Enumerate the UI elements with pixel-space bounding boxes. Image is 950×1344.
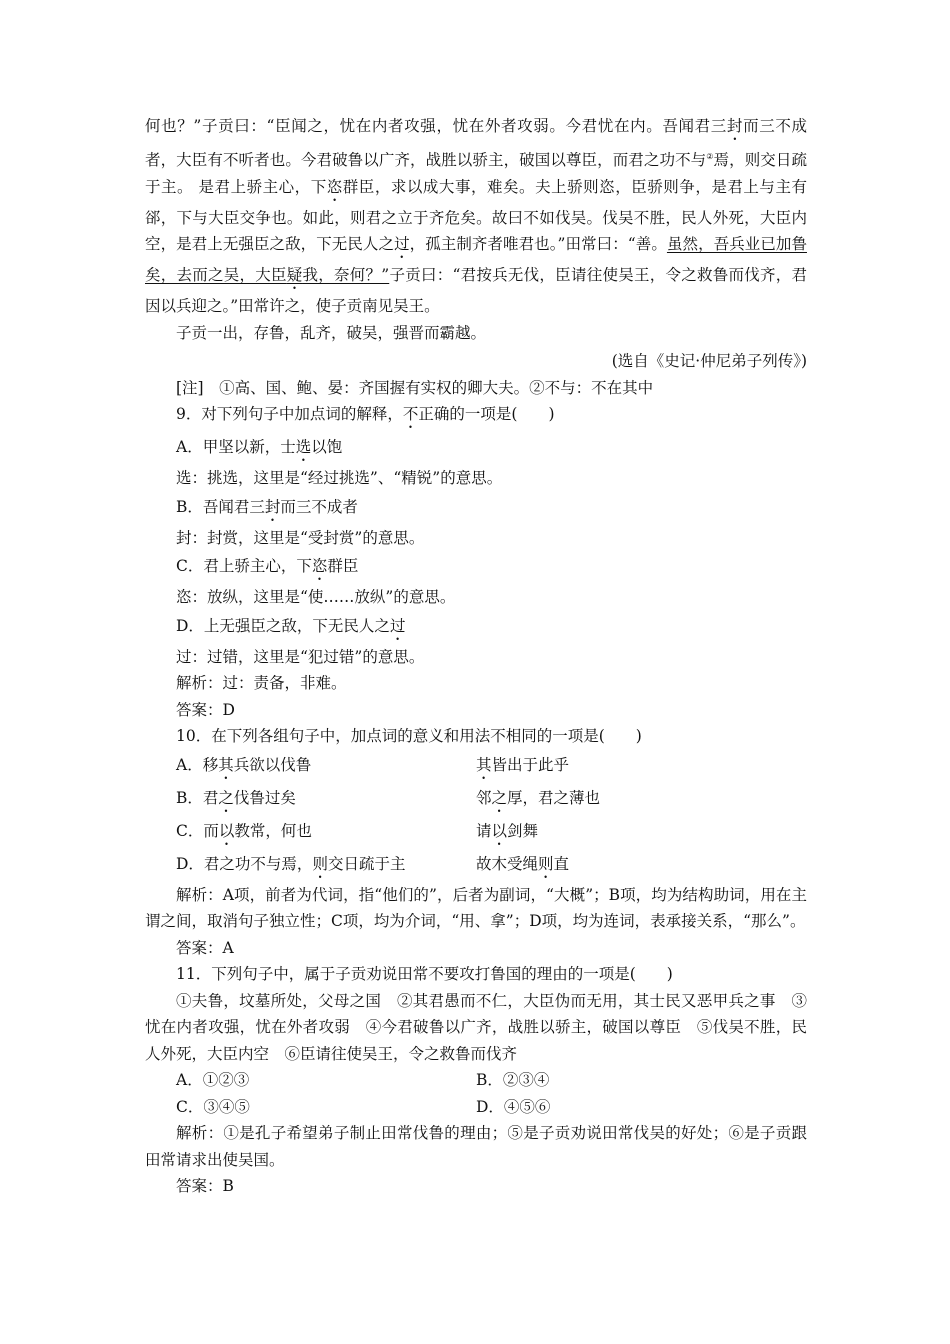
q11-option-c: C．③④⑤ [176, 1097, 250, 1116]
q11-options-ab [145, 1067, 807, 1094]
q10-option-b: B．君之伐鲁过矣 邻之厚，君之薄也 [176, 788, 601, 807]
q11-options-cd [145, 1094, 807, 1121]
q9-option-c: C．君上骄主心，下恣群臣 [176, 557, 359, 575]
q10-option-d: D．君之功不与焉，则交日疏于主 故木受绳则直 [176, 854, 570, 873]
q11-analysis: 解析：①是孔子希望弟子制止田常伐鲁的理由；⑤是子贡劝说田常伐吴的好处；⑥是子贡跟田常请求出使吴国。 [145, 1124, 807, 1169]
q9-option-b-explain: 封：封赏，这里是“受封赏”的意思。 [176, 528, 425, 547]
q9-answer: 答案：D [176, 700, 235, 719]
q11-answer: 答案：B [176, 1177, 234, 1195]
dotted-char: 封 [726, 117, 744, 135]
q9-option-c-explain: 恣：放纵，这里是“使……放纵”的意思。 [176, 588, 456, 606]
q11-items: ①夫鲁，坟墓所处，父母之国 ②其君愚而不仁，大臣伪而无用，其士民又恶甲兵之事 ③忧在内者攻强，忧在外者攻弱 ④今君破鲁以广齐，战胜以骄主，破国以尊臣 ⑤伐吴不胜，民人外死，大臣内空 ⑥臣请往使吴王，令之救鲁而伐齐 [145, 991, 807, 1063]
document-page [145, 113, 807, 1200]
q9-option-d-explain: 过：过错，这里是“犯过错”的意思。 [176, 647, 425, 666]
q10-analysis: 解析：A项，前者为代词，指“他们的”，后者为副词，“大概”；B项，均为结构助词，用在主谓之间，取消句子独立性；C项，均为介词，“用、拿”；D项，均为连词，表承接关系，“那么”。 [145, 885, 807, 930]
passage-source: (选自《史记·仲尼弟子列传》) [611, 352, 807, 370]
dotted-char: 恣 [326, 177, 343, 196]
passage-paragraph-2: 子贡一出，存鲁，乱齐，破吴，强晋而霸越。 [176, 323, 487, 342]
footnote-mark: ② [706, 152, 714, 161]
q9-option-d: D．上无强臣之敌，下无民人之过 [176, 616, 406, 635]
q10-option-a: A．移其兵欲以伐鲁 其皆出于此乎 [176, 755, 570, 774]
q11-option-a: A．①②③ [176, 1071, 250, 1089]
dotted-char: 过 [394, 235, 410, 253]
q11-option-b: B．②③④ [476, 1071, 550, 1089]
q10-stem: 10．在下列各组句子中，加点词的意义和用法不相同的一项是( ) [176, 727, 642, 745]
q10-answer: 答案：A [176, 938, 234, 957]
underlined-sentence: 虽然，吾兵业已加鲁矣，去而之吴，大臣疑我，奈何？” [145, 235, 807, 284]
q9-option-a: A．甲坚以新，士选以饱 [176, 438, 343, 456]
q10-option-c: C．而以教常，何也 请以剑舞 [176, 821, 539, 840]
passage-paragraph-1: 何也？”子贡曰：“臣闻之，忧在内者攻强，忧在外者攻弱。今君忧在内。吾闻君三封而三不成者，大臣有不听者也。今君破鲁以广齐，战胜以骄主，破国以尊臣，而君之功不与②焉，则交日疏于主。 是君上骄主心，下恣群臣，求以成大事，难矣。夫上骄则恣，臣骄则争，是君上与主有郤，下与大臣交争也。如此，则君之立于齐危矣。故曰不如伐吴。伐吴不胜，民人外死，大臣内空，是君上无强臣之敌，下无民人之过，孤主制齐者唯君也。”田常曰：“善。虽然，吾兵业已加鲁矣，去而之吴，大臣疑我，奈何？”子贡曰：“君按兵无伐，臣请往使吴王，令之救鲁而伐齐，君因以兵迎之。”田常许之，使子贡南见吴王。 [145, 117, 807, 315]
q9-option-b: B．吾闻君三封而三不成者 [176, 497, 358, 516]
q11-option-d: D．④⑤⑥ [476, 1097, 551, 1116]
passage-note: [注] ①高、国、鲍、晏：齐国握有实权的卿大夫。②不与：不在其中 [176, 378, 654, 397]
q9-analysis: 解析：过：责备，非难。 [176, 674, 347, 692]
q11-stem: 11．下列句子中，属于子贡劝说田常不要攻打鲁国的理由的一项是( ) [176, 965, 673, 983]
q9-option-a-explain: 选：挑选，这里是“经过挑选”、“精锐”的意思。 [176, 469, 503, 487]
q9-stem: 9．对下列句子中加点词的解释，不正确的一项是( ) [176, 405, 555, 423]
